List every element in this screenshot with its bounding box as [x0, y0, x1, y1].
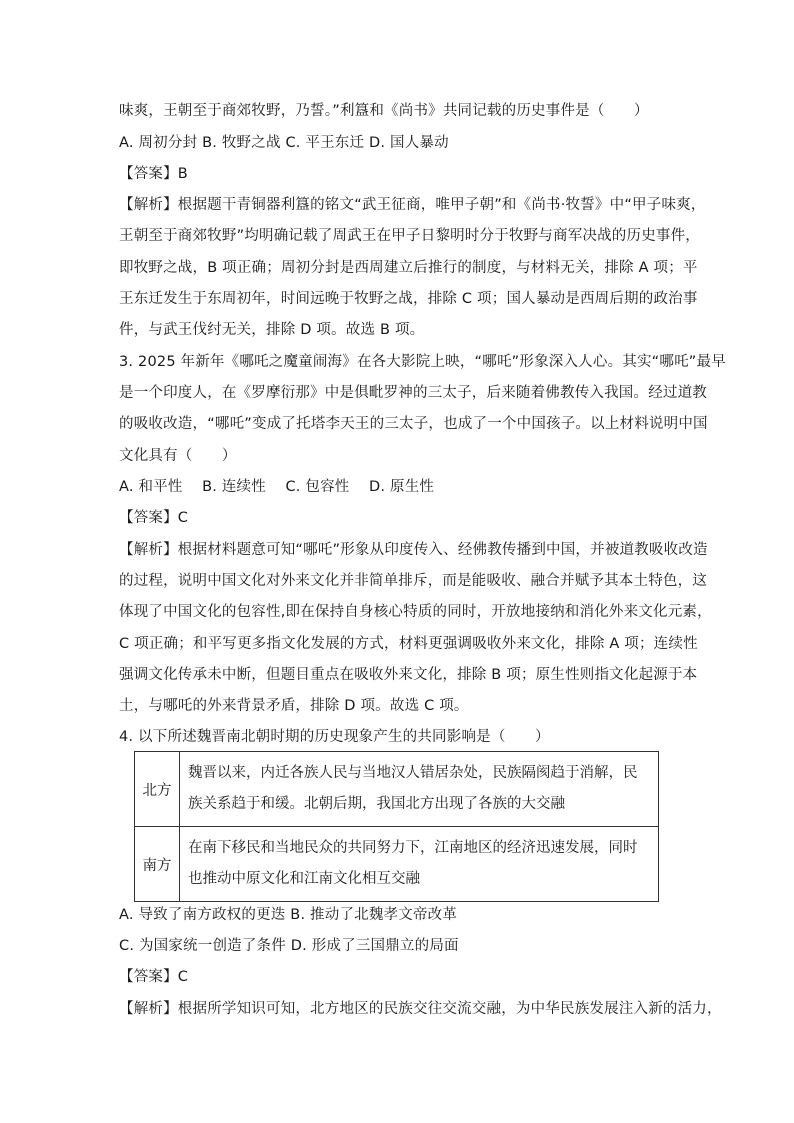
options-line: A. 周初分封 B. 牧野之战 C. 平王东迁 D. 国人暴动 [119, 135, 449, 151]
question-line: 4. 以下所述魏晋南北朝时期的历史现象产生的共同影响是（ ） [119, 729, 550, 745]
question-line: 是一个印度人，在《罗摩衍那》中是俱毗罗神的三太子，后来随着佛教传入我国。经过道教 [119, 385, 707, 401]
analysis-line: 【解析】根据题干青铜器利簋的铭文“武王征商，唯甲子朝”和《尚书·牧誓》中“甲子味爽， [119, 197, 706, 213]
answer-line: 【答案】C [119, 969, 189, 985]
analysis-line: 王东迁发生于东周初年，时间远晚于牧野之战，排除 C 项；国人暴动是西周后期的政治事 [119, 291, 698, 307]
answer-line: 【答案】B [119, 166, 188, 182]
analysis-line: 体现了中国文化的包容性,即在保持自身核心特质的同时，开放地接纳和消化外来文化元素， [119, 604, 712, 620]
analysis-line: 的过程，说明中国文化对外来文化并非简单排斥，而是能吸收、融合并赋予其本土特色，这 [119, 573, 707, 589]
analysis-line: C 项正确；和平写更多指文化发展的方式，材料更强调吸收外来文化，排除 A 项；连续性 [119, 636, 698, 652]
text-line: 味爽，王朝至于商郊牧野，乃誓。”利簋和《尚书》共同记载的历史事件是（ ） [119, 103, 649, 119]
question-line: 文化具有（ ） [119, 448, 237, 464]
analysis-line: 强调文化传承未中断，但题目重点在吸收外来文化，排除 B 项；原生性则指文化起源于本 [119, 667, 698, 683]
analysis-line: 土，与哪吒的外来背景矛盾，排除 D 项。故选 C 项。 [119, 698, 469, 714]
table-row [135, 752, 659, 827]
region-cell: 南方 [135, 827, 180, 902]
question-line: 3. 2025 年新年《哪吒之魔童闹海》在各大影院上映，“哪吒”形象深入人心。其实“哪吒”最早 [119, 354, 726, 370]
analysis-line: 【解析】根据所学知识可知，北方地区的民族交往交流交融，为中华民族发展注入新的活力， [119, 1001, 722, 1017]
region-cell: 北方 [135, 752, 180, 827]
analysis-line: 即牧野之战，B 项正确；周初分封是西周建立后推行的制度，与材料无关，排除 A 项；平 [119, 260, 698, 276]
content-cell: 魏晋以来，内迁各族人民与当地汉人错居杂处，民族隔阂趋于消解，民族关系趋于和缓。北朝后期，我国北方出现了各族的大交融 [180, 752, 659, 827]
options-line: A. 和平性 B. 连续性 C. 包容性 D. 原生性 [119, 479, 435, 495]
material-table [134, 751, 659, 902]
options-line: C. 为国家统一创造了条件 D. 形成了三国鼎立的局面 [119, 938, 459, 954]
analysis-line: 王朝至于商郊牧野”均明确记载了周武王在甲子日黎明时分于牧野与商军决战的历史事件， [119, 228, 701, 244]
analysis-line: 【解析】根据材料题意可知“哪吒”形象从印度传入、经佛教传播到中国，并被道教吸收改造 [119, 542, 708, 558]
answer-line: 【答案】C [119, 510, 189, 526]
question-line: 的吸收改造，“哪吒”变成了托塔李天王的三太子，也成了一个中国孩子。以上材料说明中国 [119, 416, 708, 432]
table-row [135, 827, 659, 902]
analysis-line: 件，与武王伐纣无关，排除 D 项。故选 B 项。 [119, 322, 425, 338]
options-line: A. 导致了南方政权的更迭 B. 推动了北魏孝文帝改革 [119, 907, 458, 923]
content-cell: 在南下移民和当地民众的共同努力下，江南地区的经济迅速发展，同时也推动中原文化和江南文化相互交融 [180, 827, 659, 902]
